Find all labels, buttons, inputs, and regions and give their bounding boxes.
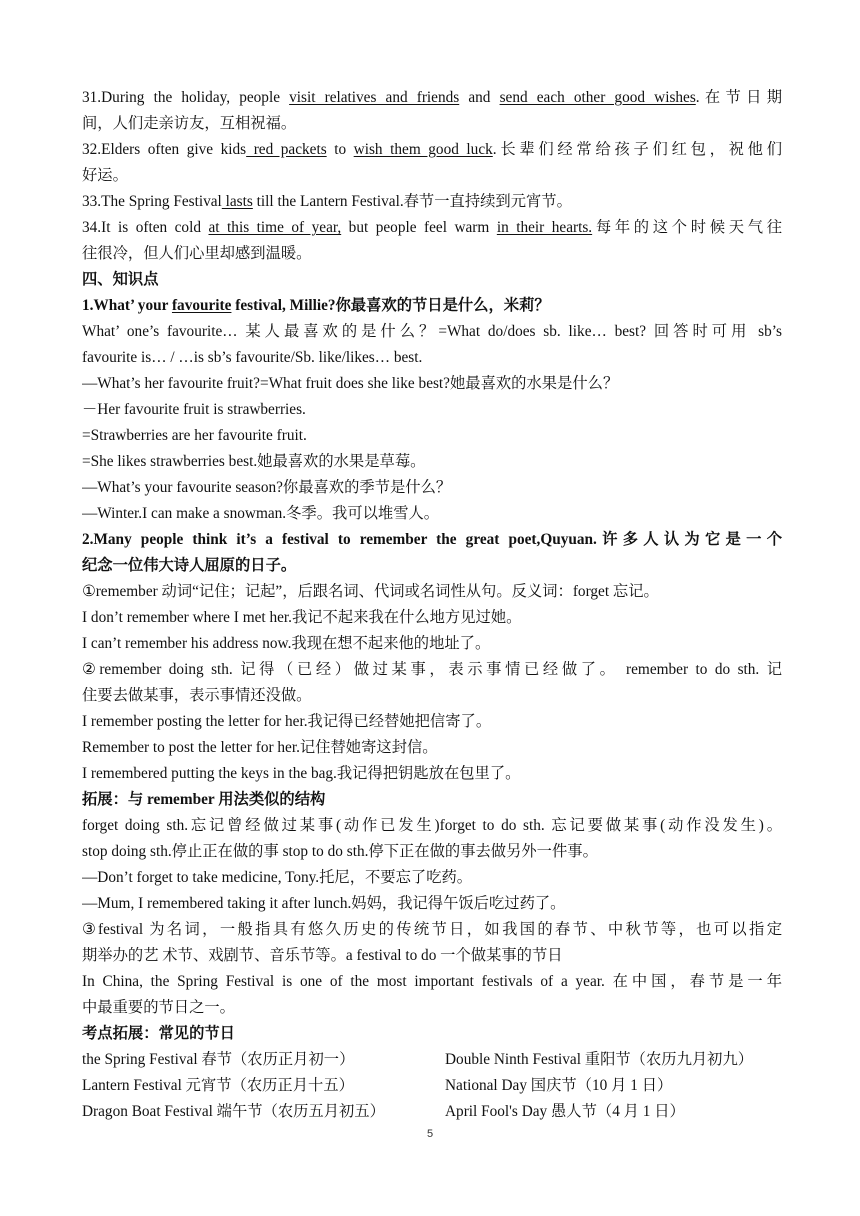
body-line: =Strawberries are her favourite fruit. [82,427,307,444]
section-heading: 四、知识点 [82,271,159,288]
text: 1.What’ your [82,297,172,314]
text: 32.Elders often give kids [82,141,247,158]
underlined-phrase: visit relatives and friends [289,89,460,106]
underlined-phrase: lasts [221,193,253,210]
festival-item: Dragon Boat Festival 端午节（农历五月初五） [82,1103,385,1120]
document-page [82,85,782,1125]
body-line: 中最重要的节日之一。 [82,999,235,1016]
underlined-phrase: wish them good luck [353,141,493,158]
body-line: ①remember 动词“记住；记起”，后跟名词、代词或名词性从句。反义词：forget 忘记。 [82,583,659,600]
text: but people feel warm [341,219,497,236]
body-line: In China, the Spring Festival is one of the most important festivals of a year. 在中国，春节是一年 [82,973,782,990]
underlined-phrase: at this time of year, [208,219,342,236]
underlined-phrase: in their hearts. [496,219,593,236]
text: .长辈们经常给孩子们红包，祝他们 [492,141,782,158]
sentence-32-cont: 好运。 [82,167,128,184]
body-line: Remember to post the letter for her.记住替她寄这封信。 [82,739,438,756]
body-line: I remembered putting the keys in the bag.我记得把钥匙放在包里了。 [82,765,521,782]
body-line: 期举办的艺 术节、戏剧节、音乐节等。a festival to do 一个做某事的节日 [82,947,563,964]
page-number: 5 [426,1128,434,1140]
text: festival, Millie?你最喜欢的节日是什么，米莉？ [231,297,550,314]
text: and [459,89,500,106]
body-line: I remember posting the letter for her.我记得已经替她把信寄了。 [82,713,492,730]
knowledge-point-1 [82,293,782,319]
body-line: stop doing sth.停止正在做的事 stop to do sth.停下正在做的事去做另外一件事。 [82,843,598,860]
text: 31.During the holiday, people [82,89,290,106]
extension-heading: 考点拓展：常见的节日 [82,1025,235,1042]
body-line: =She likes strawberries best.她最喜欢的水果是草莓。 [82,453,426,470]
sentence-33 [82,189,782,215]
sentence-31 [82,85,782,111]
sentence-32 [82,137,782,163]
body-line: —What’s her favourite fruit?=What fruit does she like best?她最喜欢的水果是什么？ [82,375,619,392]
underlined-phrase: red packets [246,141,327,158]
sentence-31-cont: 间，人们走亲访友，互相祝福。 [82,115,297,132]
knowledge-point-2-cont: 纪念一位伟大诗人屈原的日子。 [82,557,297,574]
body-line: —What’s your favourite season?你最喜欢的季节是什么？ [82,479,452,496]
text: 34.It is often cold [82,219,209,236]
festival-item: April Fool's Day 愚人节（4 月 1 日） [445,1103,685,1120]
body-line: —Don’t forget to take medicine, Tony.托尼，不要忘了吃药。 [82,869,473,886]
body-line: 住要去做某事，表示事情还没做。 [82,687,312,704]
body-line: －Her favourite fruit is strawberries. [82,401,306,418]
text: 每年的这个时候天气往 [592,219,782,236]
body-line: forget doing sth.忘记曾经做过某事(动作已发生)forget to do sth. 忘记要做某事(动作没发生)。 [82,817,782,834]
festival-item: National Day 国庆节（10 月 1 日） [445,1077,673,1094]
text: .在节日期 [695,89,782,106]
festival-item: Lantern Festival 元宵节（农历正月十五） [82,1077,354,1094]
sentence-34-cont: 往很冷，但人们心里却感到温暖。 [82,245,312,262]
body-line: favourite is… / …is sb’s favourite/Sb. like/likes… best. [82,349,423,366]
body-line: ③festival 为名词，一般指具有悠久历史的传统节日，如我国的春节、中秋节等，也可以指定 [82,921,782,938]
festival-table [82,1047,782,1125]
festival-item: Double Ninth Festival 重阳节（农历九月初九） [445,1051,754,1068]
body-line: —Winter.I can make a snowman.冬季。我可以堆雪人。 [82,505,440,522]
body-line: I can’t remember his address now.我现在想不起来他的地址了。 [82,635,491,652]
text: till the Lantern Festival.春节一直持续到元宵节。 [252,193,572,210]
body-line: ②remember doing sth. 记得（已经）做过某事，表示事情已经做了。 remember to do sth. 记 [82,661,782,678]
extension-heading: 拓展：与 remember 用法类似的结构 [82,791,326,808]
underlined-phrase: favourite [171,297,232,314]
underlined-phrase: send each other good wishes [499,89,696,106]
body-line: I don’t remember where I met her.我记不起来我在什么地方见过她。 [82,609,522,626]
body-line: —Mum, I remembered taking it after lunch.妈妈，我记得午饭后吃过药了。 [82,895,566,912]
body-line: What’ one’s favourite… 某人最喜欢的是什么？=What do/does sb. like… best? 回答时可用 sb’s [82,323,782,340]
sentence-34 [82,215,782,241]
knowledge-point-2: 2.Many people think it’s a festival to remember the great poet,Quyuan.许多人认为它是一个 [82,531,782,548]
text: 33.The Spring Festival [82,193,222,210]
festival-item: the Spring Festival 春节（农历正月初一） [82,1051,355,1068]
text: to [326,141,354,158]
